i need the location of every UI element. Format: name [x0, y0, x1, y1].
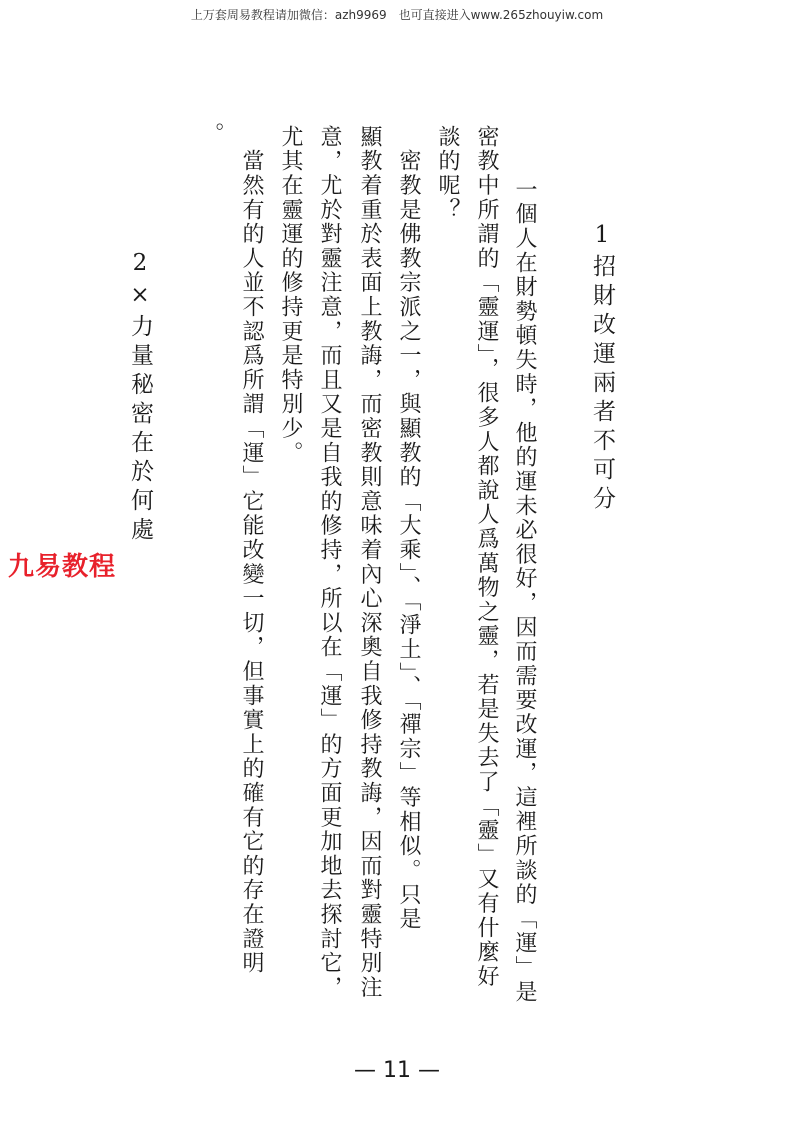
- body-column-7: 尤其在靈運的修持更是特別少。: [278, 125, 303, 466]
- body-column-9: 。: [199, 122, 224, 147]
- body-column-1: 一個人在財勢頓失時，他的運未必很好，因而需要改運，這裡所談的「運」是: [512, 178, 537, 1005]
- body-column-4: 密教是佛教宗派之一，與顯教的「大乘」、「淨土」、「禪宗」等相似。只是: [396, 125, 421, 932]
- body-column-5: 顯教着重於表面上教誨，而密教則意味着內心深奧自我修持教誨，因而對靈特別注: [357, 125, 382, 1000]
- body-column-6: 意，尤於對靈注意，而且又是自我的修持，所以在「運」的方面更加地去探討它，: [317, 125, 342, 1000]
- body-column-8: 當然有的人並不認爲所謂「運」它能改變一切，但事實上的確有它的存在證明: [239, 125, 264, 976]
- body-column-2: 密教中所謂的「靈運」，很多人都說人爲萬物之靈，若是失去了「靈」又有什麼好: [474, 125, 499, 989]
- watermark-logo: 九易教程: [8, 552, 117, 582]
- body-column-3: 談的呢？: [435, 125, 460, 223]
- section-1-heading: 1招財改運兩者不可分: [589, 222, 615, 515]
- top-banner: 上万套周易教程请加微信：azh9969 也可直接进入www.265zhouyiw.com: [190, 8, 604, 22]
- section-2-heading: 2×力量秘密在於何處: [127, 250, 153, 546]
- page-number: — 11 —: [354, 1058, 440, 1083]
